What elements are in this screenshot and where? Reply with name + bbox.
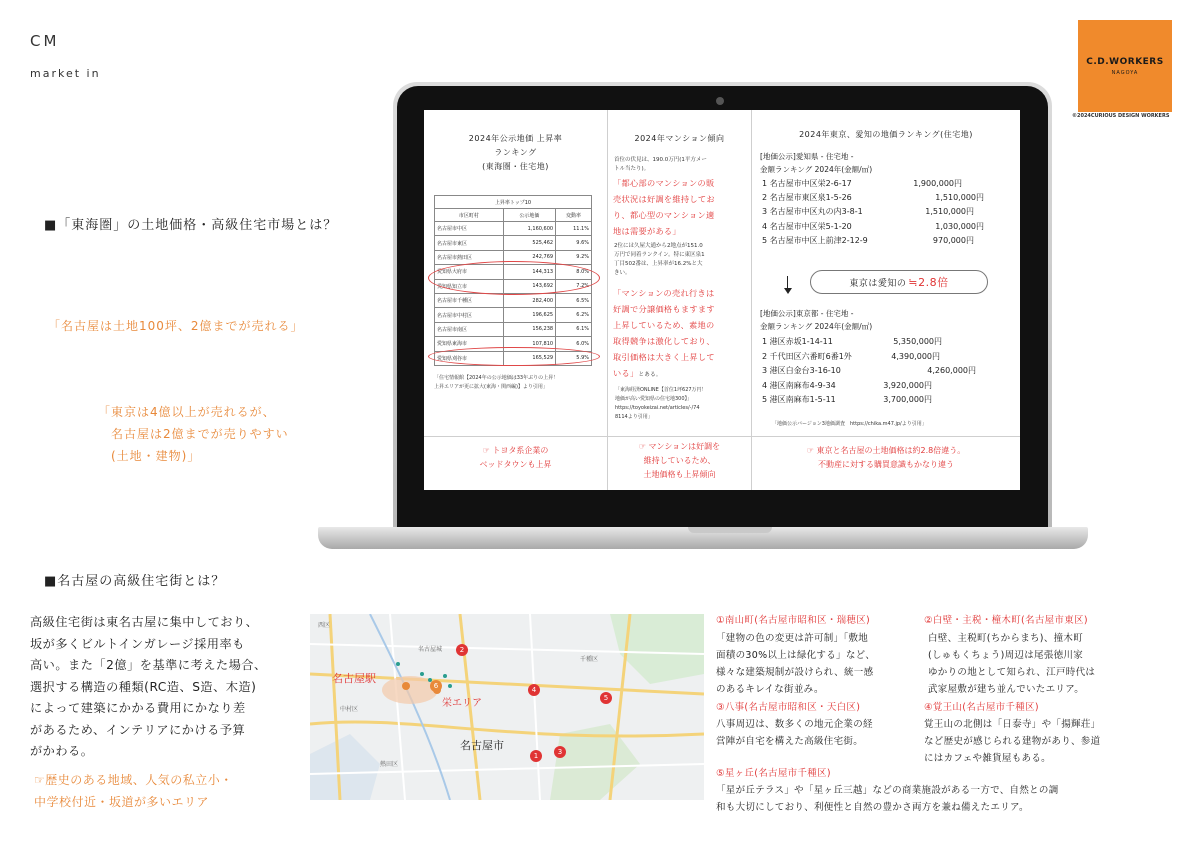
col2-conclusion: ☞ マンションは好調を 維持しているため、 土地価格も上昇傾向 [638, 442, 721, 479]
aichi-list [762, 177, 1002, 248]
table-row: 愛知県知立市 143,692 7.2% [435, 279, 592, 293]
laptop-screen [424, 110, 1020, 490]
list-item: 4 港区南麻布4-9-34 3,920,000円 [762, 380, 932, 390]
row-divider [424, 436, 1020, 437]
district5-body: 「星が丘テラス」や「星ヶ丘三越」などの商業施設がある一方で、自然との調 和も大切にしており、利便性と自然の豊かさ両方を兼ね備えたエリア。 [716, 785, 1059, 813]
highlight-ring [428, 261, 600, 295]
table-row: 名古屋市千種区 282,400 6.5% [435, 293, 592, 307]
map-pin-1[interactable]: 1 [530, 750, 542, 762]
company-logo [1078, 20, 1172, 112]
district1-body: 「建物の色の変更は許可制」「敷地 面積の30%以上は緑化する」など、 様々な建築規制が設けられ、統一感 のあるキレイな街並み。 [716, 633, 876, 695]
camera-icon [716, 97, 724, 105]
col2-mid: 2位には久屋大通から2地点が151.0 万円で同着ランクイン。特に東区泉1 丁目502番は、上昇率が16.2%と大 きい。 [614, 243, 705, 276]
district2-body: 白壁、主税町(ちからまち)、撞木町 (しゅもくちょう)周辺は尾張徳川家 ゆかりの地として知られ、江戸時代は 武家屋敷が建ち並んでいたエリア。 [928, 633, 1096, 695]
comparison-pill: 東京は愛知の ≒2.8倍 [810, 270, 988, 294]
table-header: 公示地価 [503, 209, 555, 222]
table-row: 愛知県大府市 144,313 8.0% [435, 265, 592, 279]
map-pin-2[interactable]: 2 [456, 644, 468, 656]
map-pin-5[interactable]: 5 [600, 692, 612, 704]
list-item: 3 港区白金台3-16-10 4,260,000円 [762, 366, 976, 376]
map-pin-4[interactable]: 4 [528, 684, 540, 696]
list-item: 3 名古屋市中区丸の内3-8-1 1,510,000円 [762, 207, 974, 217]
map-label-sakae: 栄エリア [442, 698, 482, 709]
map-pin-6[interactable]: 6 [430, 680, 442, 692]
col3-conclusion: ☞ 東京と名古屋の土地価格は約2.8倍違う。 不動産に対する購買意識もかなり違う [806, 446, 966, 469]
district4-body: 覚王山の北側は「日泰寺」や「揚輝荘」 など歴史が感じられる建物があり、参道 にはカフェや雑貨屋もある。 [924, 719, 1101, 764]
aichi-heading: [地価公示]愛知県 - 住宅地 - 金額ランキング 2024年(金額/㎡) [760, 152, 873, 174]
col1-title: 2024年公示地価 上昇率 ランキング (東海圏・住宅地) [468, 134, 563, 171]
column-divider [607, 110, 608, 490]
section2-note: ☞歴史のある地域、人気の私立小・ 中学校付近・坂道が多いエリア [34, 773, 233, 809]
table-header: 市区町村 [435, 209, 504, 222]
col2-quote1: 「都心部のマンションの販 売状況は好調を維持してお り、都心型のマンション適 地は需要がある」 [613, 178, 715, 236]
district4-title: ④覚王山(名古屋市千種区) [924, 702, 1039, 713]
district5-title: ⑤星ヶ丘(名古屋市千種区) [716, 768, 831, 779]
col1-source: 「住宅情報館【2024年の公示地価は33年ぶりの上昇！ 上昇エリアが更に拡大(東海・関西編)】より引用」 [434, 375, 559, 390]
col1-conclusion: ☞ トヨタ系企業の ベッドタウンも上昇 [479, 446, 552, 469]
logo-city: NAGOYA [1111, 69, 1139, 76]
map-graphic [310, 614, 704, 800]
district3-body: 八事周辺は、数多くの地元企業の経 営陣が自宅を構えた高級住宅街。 [716, 719, 873, 747]
laptop-notch [688, 527, 772, 533]
table-row: 名古屋市中区 1,160,600 11.1% [435, 222, 592, 236]
section1-heading: ■「東海圏」の土地価格・高級住宅市場とは？ [44, 218, 338, 233]
list-item: 5 港区南麻布1-5-11 3,700,000円 [762, 395, 932, 405]
table-caption: 上昇率トップ10 [435, 196, 592, 209]
map-label-city: 名古屋市 [460, 739, 504, 752]
col2-intro: 首位の伏見は、190.0万円(1平方メー トル当たり)。 [614, 157, 707, 172]
map-label-station: 名古屋駅 [332, 672, 376, 685]
district2-title: ②白壁・主税・橦木町(名古屋市東区) [924, 615, 1088, 626]
col2-title: 2024年マンション傾向 [634, 134, 725, 143]
nagoya-map[interactable]: 西区 名古屋城 中村区 千種区 熱田区 名古屋駅 栄エリア 名古屋市 1 2 3 4 5 6 [310, 614, 704, 800]
col3-source: 「地価公示バージョン3地価調査 https://chika.m47.jp/より引用」 [772, 421, 927, 427]
column-divider [751, 110, 752, 490]
table-row: 名古屋市中村区 196,625 6.2% [435, 308, 592, 322]
table-row: 愛知県刈谷市 165,529 5.9% [435, 351, 592, 365]
col3-title: 2024年東京、愛知の地価ランキング(住宅地) [799, 130, 973, 139]
table-header: 変動率 [556, 209, 592, 222]
table-row: 愛知県東海市 107,810 6.0% [435, 337, 592, 351]
district3-title: ③八事(名古屋市昭和区・天白区) [716, 702, 861, 713]
district1-title: ①南山町(名古屋市昭和区・瑞穂区) [716, 615, 871, 626]
tokyo-heading: [地価公示]東京都 - 住宅地 - 金額ランキング 2024年(金額/㎡) [760, 309, 873, 331]
page-subtitle: market in [30, 67, 101, 80]
arrow-head-icon [784, 288, 792, 294]
quote-nagoya: 「名古屋は土地100坪、2億までが売れる」 [48, 319, 304, 333]
highlight-ring [428, 347, 600, 366]
quote-tokyo: 「東京は4億以上が売れるが、 名古屋は2億までが売りやすい (土地・建物)」 [98, 405, 289, 463]
col2-quote2: 「マンションの売れ行きは 好調で分譲価格もますます 上昇しているため、素地の 取得競争は激化しており、 取引価格は大きく上昇して いる」とある。 [613, 288, 715, 378]
list-item: 4 名古屋市中区栄5-1-20 1,030,000円 [762, 221, 984, 231]
copyright: ©2024CURIOUS DESIGN WORKERS [1072, 113, 1170, 119]
table-row: 名古屋市南区 156,238 6.1% [435, 322, 592, 336]
table-row: 名古屋市熱田区 242,769 9.2% [435, 250, 592, 264]
list-item: 1 名古屋市中区栄2-6-17 1,900,000円 [762, 179, 962, 188]
table-row: 名古屋市東区 525,462 9.6% [435, 236, 592, 250]
section2-paragraph: 高級住宅街は東名古屋に集中しており、 坂が多くビルトインガレージ採用率も 高い。また「2億」を基準に考えた場合、 選択する構造の種類(RC造、S造、木造) によって建築にかかる費用にかなり差 があるため、インテリアにかける予算 がかわる。 [30, 615, 267, 758]
page-title: CM [30, 32, 60, 50]
list-item: 5 名古屋市中区上前津2-12-9 970,000円 [762, 235, 974, 245]
map-pin-3[interactable]: 3 [554, 746, 566, 758]
list-item: 2 名古屋市東区泉1-5-26 1,510,000円 [762, 193, 984, 203]
tokyo-list [762, 335, 1002, 408]
col2-source: 「東海経済ONLINE【首位1坪627万円！ 地価が高い愛知県の住宅地300】」 https://toyokeizai.net/articles/-/74 8114より引用」 [615, 387, 707, 420]
section2-heading: ■名古屋の高級住宅街とは？ [44, 574, 226, 589]
list-item: 2 千代田区六番町6番1外 4,390,000円 [762, 351, 940, 361]
list-item: 1 港区赤坂1-14-11 5,350,000円 [762, 337, 942, 346]
logo-name: C.D.WORKERS [1086, 56, 1164, 67]
